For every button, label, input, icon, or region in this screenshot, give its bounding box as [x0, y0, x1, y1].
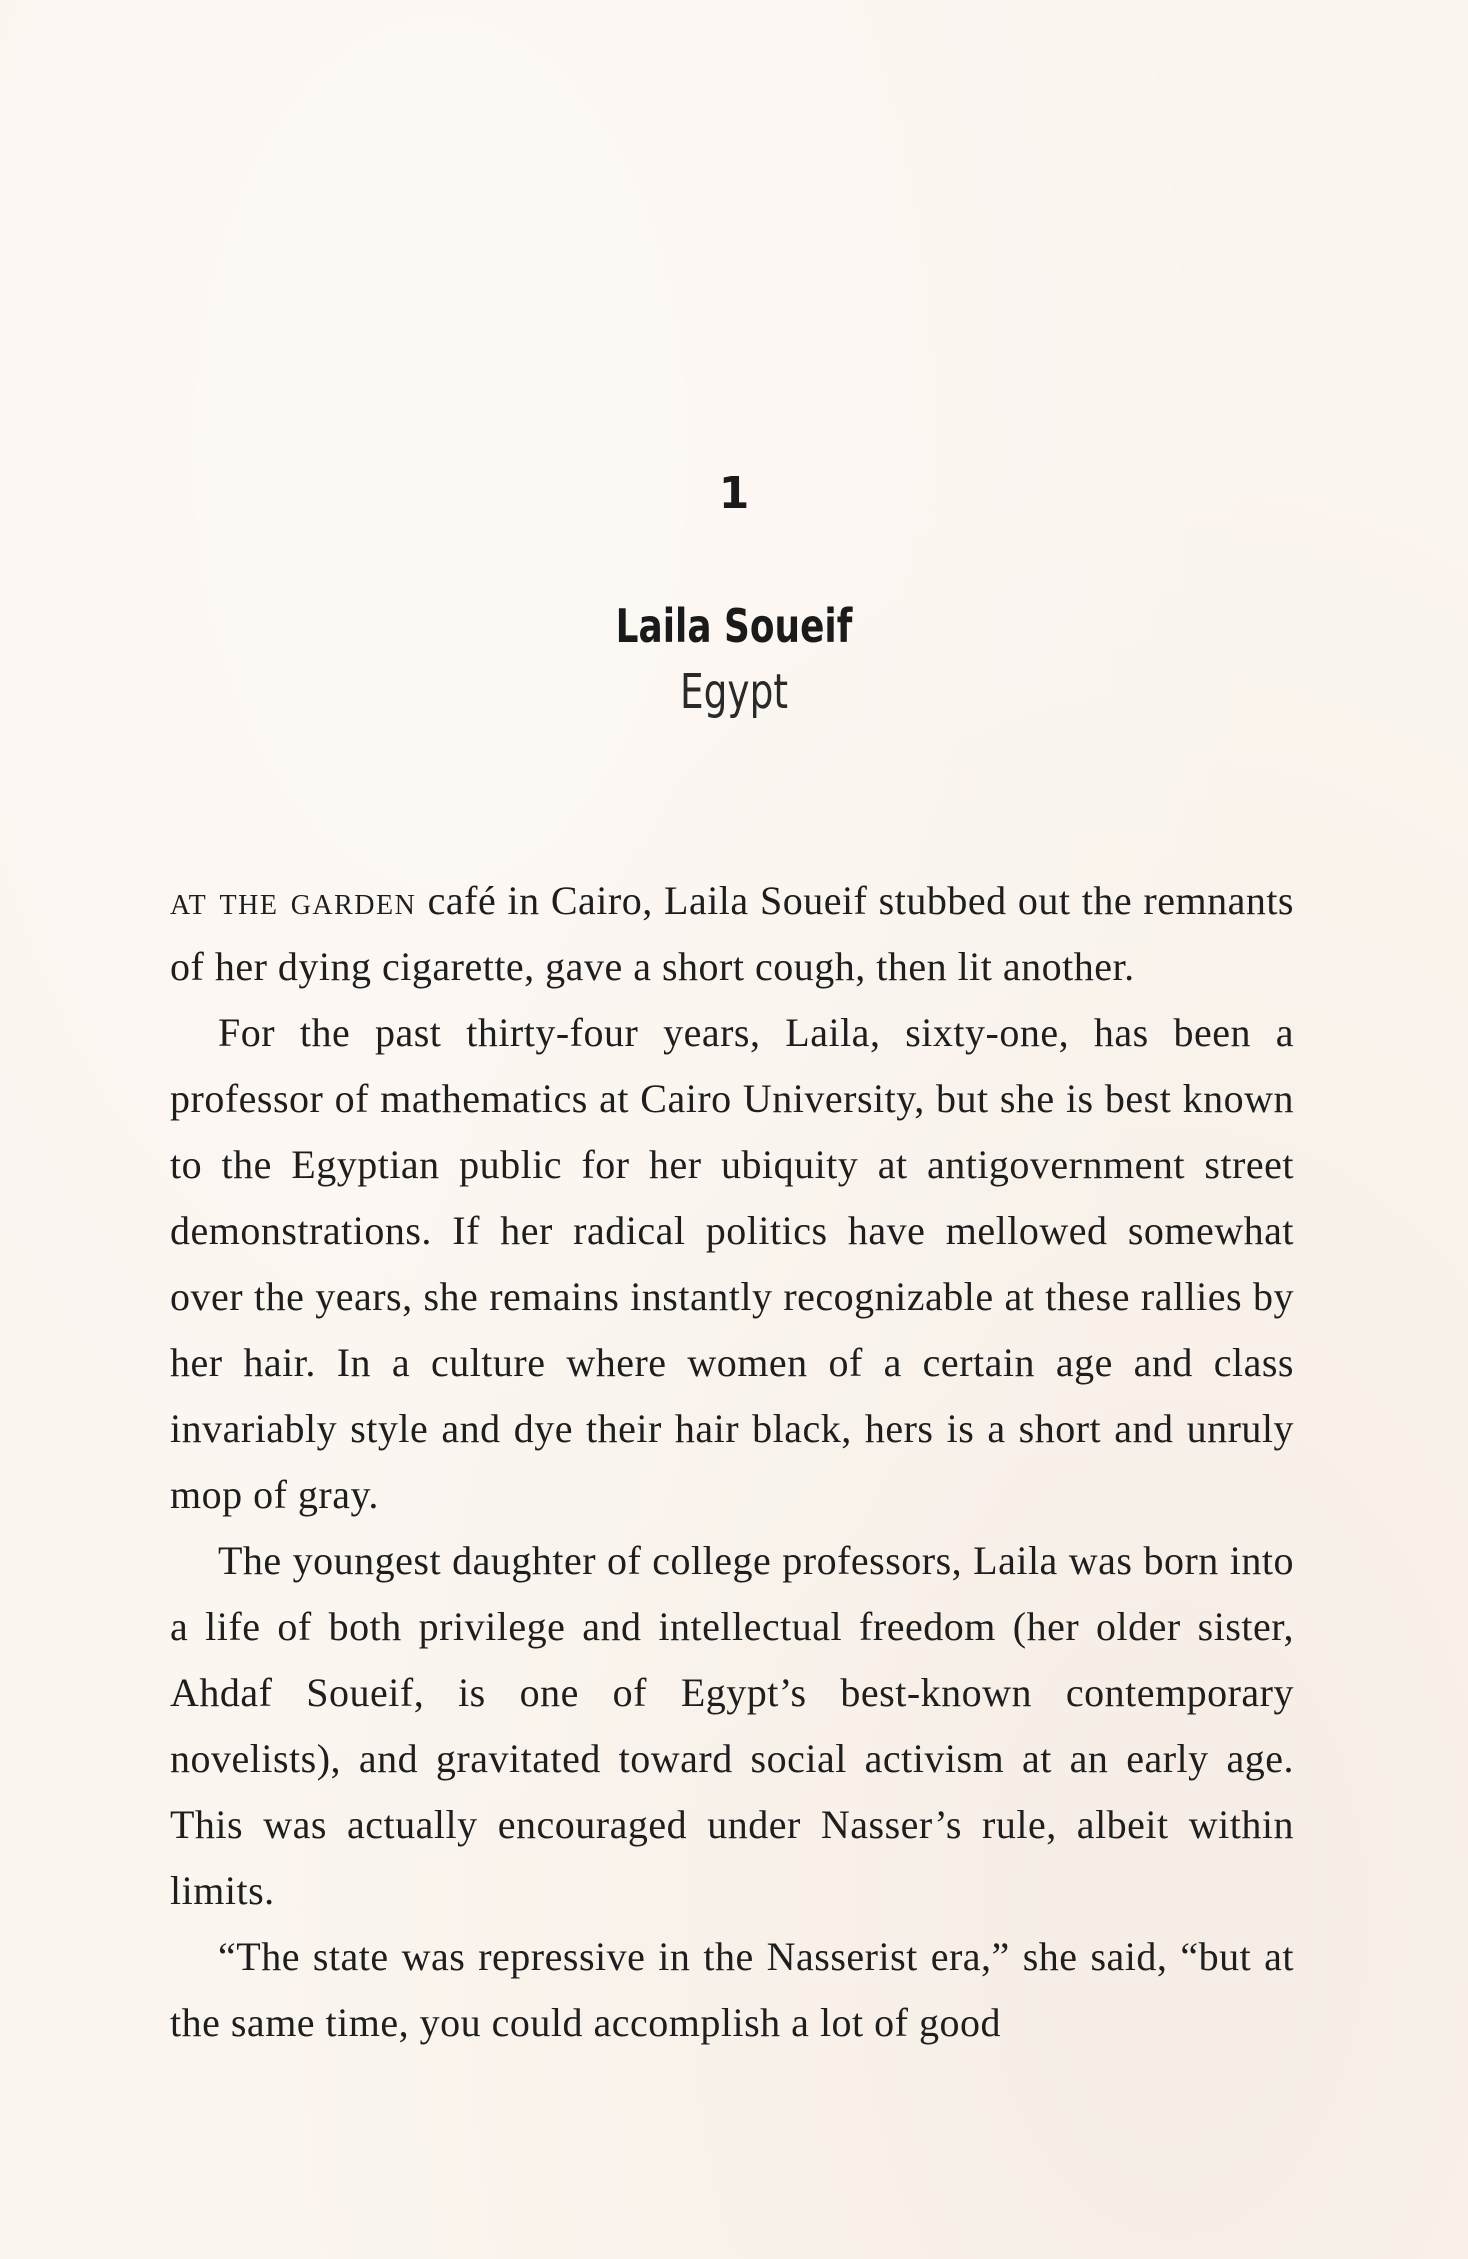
- paragraph-text: café in Cairo, Laila Soueif stubbed out the remnants of her dying cigarette, gave a short cough, then lit another.: [170, 878, 1295, 989]
- chapter-body: [170, 868, 1294, 2056]
- chapter-title: Laila Soueif: [615, 599, 853, 653]
- paragraph-2: For the past thirty-four years, Laila, sixty-one, has been a professor of mathematics at Cairo University, but she is best known to the Egyptian public for her ubiquity at antigovernment street demonstrations. If her radical politics have mellowed somewhat over the years, she remains instantly recognizable at these rallies by her hair. In a culture where women of a certain age and class invariably style and dye their hair black, hers is a short and unruly mop of gray.: [170, 1010, 1294, 1517]
- paragraph-3: The youngest daughter of college professors, Laila was born into a life of both privilege and intellectual freedom (her older sister, Ahdaf Soueif, is one of Egypt’s best-known contemporary novelists), and gravitated toward social activism at an early age. This was actually encouraged under Nasser’s rule, albeit within limits.: [170, 1538, 1294, 1913]
- chapter-subtitle-country: Egypt: [679, 664, 789, 720]
- paragraph-1: [170, 868, 1294, 1000]
- chapter-number: 1: [718, 468, 750, 519]
- paragraph-4: “The state was repressive in the Nasserist era,” she said, “but at the same time, you could accomplish a lot of good: [170, 1934, 1294, 2045]
- paragraph-lead-in: at the garden: [170, 878, 417, 923]
